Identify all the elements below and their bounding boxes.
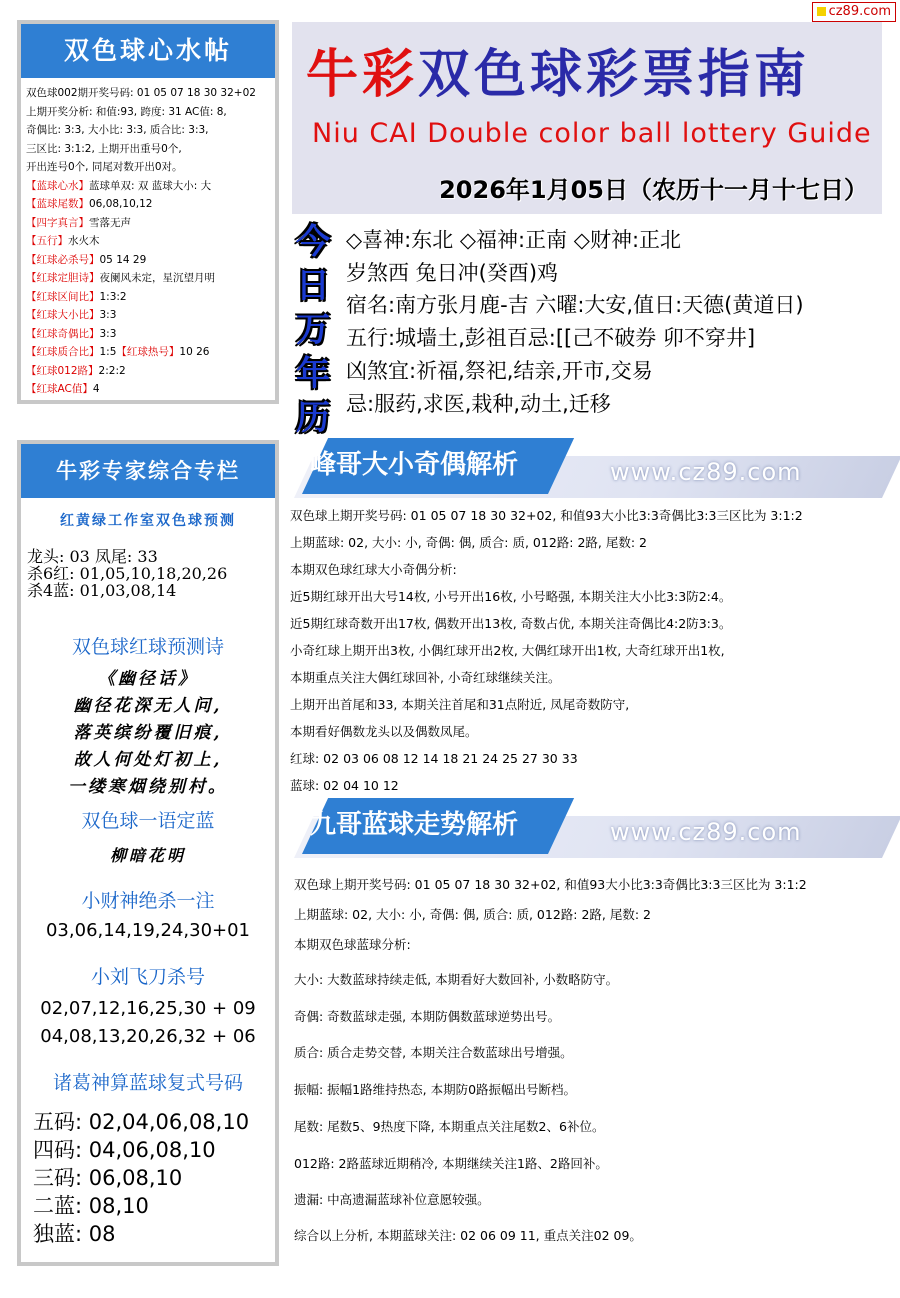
poem-line: 故人何处灯初上, [73,750,223,770]
tip-value: 2:2:2 [98,364,126,377]
zhuge-heading: 诸葛神算蓝球复式号码 [52,1072,243,1094]
poem-line: 一缕寒烟绕别村。 [68,777,228,797]
zhuge-line: 四码: 04,06,08,10 [33,1138,216,1162]
tip-value: 1:3:2 [99,290,127,303]
tip-value: 3:3 [99,309,117,321]
zhuge-line: 五码: 02,04,06,08,10 [33,1110,250,1134]
tip-item [26,177,276,196]
zhuge-line: 独蓝: 08 [33,1222,116,1246]
section1-line: 本期双色球红球大小奇偶分析: [290,562,457,577]
feidao-line: 04,08,13,20,26,32 + 06 [40,1026,256,1047]
section2-summary: 综合以上分析, 本期蓝球关注: 02 06 09 11, 重点关注02 09。 [294,1228,642,1243]
section1-line: 双色球上期开奖号码: 01 05 07 18 30 32+02, 和值93大小比3:3奇偶比3:3三区比为 3:1:2 [290,508,803,523]
prediction-line: 杀6红: 01,05,10,18,20,26 [27,564,228,583]
tip-value: 雪落无声 [89,216,131,229]
section1-title: 峰哥大小奇偶解析 [310,450,519,480]
feidao-line: 02,07,12,16,25,30 + 09 [40,998,256,1019]
section1-line: 上期开出首尾和33, 本期关注首尾和31点附近, 凤尾奇数防守, [290,697,630,712]
tip-value: 蓝球单双: 双 蓝球大小: 大 [89,179,212,192]
section1-header [294,438,882,504]
tip-tag: 【红球定胆诗】 [26,272,100,284]
draw-summary-line: 开出连号0个, 同尾对数开出0对。 [26,161,183,173]
zhuge-line: 二蓝: 08,10 [33,1194,149,1218]
section2-line: 上期蓝球: 02, 大小: 小, 奇偶: 偶, 质合: 质, 012路: 2路, 尾数: 2 [294,907,652,922]
almanac-title-char: 今 [296,222,330,262]
section2-line: 尾数: 尾数5、9热度下降, 本期重点关注尾数2、6补位。 [294,1119,605,1134]
tip-tag: 【蓝球尾数】 [26,198,89,210]
section1-line: 小奇红球上期开出3枚, 小偶红球开出2枚, 大偶红球开出1枚, 大奇红球开出1枚, [290,643,725,658]
tip-tag: 【红球质合比】 [26,346,100,358]
section1-red-balls: 红球: 02 03 06 08 12 14 18 21 24 25 27 30 33 [290,751,578,766]
caishen-heading: 小财神绝杀一注 [81,890,215,912]
section2-line: 奇偶: 奇数蓝球走强, 本期防偶数蓝球逆势出号。 [294,1009,561,1024]
logo-square-icon [817,7,826,16]
tip-tag: 【四字真言】 [26,216,89,229]
draw-summary-line: 奇偶比: 3:3, 大小比: 3:3, 质合比: 3:3, [26,124,209,136]
tip-item [26,362,276,381]
header-banner [292,22,882,214]
section2-line: 质合: 质合走势交替, 本期关注合数蓝球出号增强。 [294,1045,573,1060]
almanac-lines [346,224,804,420]
tip-value: 10 26 [179,346,210,358]
tip-tag: 【红球AC值】 [26,383,93,395]
section2-line: 大小: 大数蓝球持续走低, 本期看好大数回补, 小数略防守。 [294,972,619,987]
tip-item [26,195,276,214]
one-word-value: 柳暗花明 [109,846,186,865]
tip-tag: 【红球热号】 [116,346,180,358]
tip-value: 05 14 29 [99,253,147,266]
section1-line: 近5期红球奇数开出17枚, 偶数开出13枚, 奇数占优, 本期关注奇偶比4:2防3:3。 [290,616,732,631]
tip-item [26,269,276,288]
tip-item [26,288,276,307]
section1-blue-balls: 蓝球: 02 04 10 12 [290,778,399,793]
section2-url[interactable]: www.cz89.com [610,818,802,846]
section1-line: 本期看好偶数龙头以及偶数凤尾。 [290,724,478,739]
tip-tag: 【红球奇偶比】 [26,327,100,340]
tip-tag: 【蓝球心水】 [26,179,89,192]
section1-url[interactable]: www.cz89.com [610,458,802,486]
almanac-line: 宿名:南方张月鹿-吉 六曜:大安,值日:天德(黄道日) [346,293,804,318]
tip-item [26,306,276,325]
section1-line: 近5期红球开出大号14枚, 小号开出16枚, 小号略强, 本期关注大小比3:3防2:4。 [290,589,732,604]
draw-summary-line: 上期开奖分析: 和值:93, 跨度: 31 AC值: 8, [26,105,227,118]
section1-line: 上期蓝球: 02, 大小: 小, 奇偶: 偶, 质合: 质, 012路: 2路, 尾数: 2 [290,535,648,550]
xinshui-panel-title: 双色球心水帖 [21,24,275,78]
tip-tag: 【五行】 [26,235,68,247]
section2-line: 遗漏: 中高遗漏蓝球补位意愿较强。 [294,1192,490,1207]
tip-item [26,251,276,270]
tip-value: 3:3 [99,327,117,340]
section2-header [294,798,882,864]
banner-title [306,32,876,110]
prediction-line: 龙头: 03 凤尾: 33 [27,547,158,566]
tip-tag: 【红球必杀号】 [26,253,100,266]
section2-title: 九哥蓝球走势解析 [310,810,519,840]
site-badge[interactable] [812,2,896,22]
almanac-title-char: 日 [296,266,330,306]
poem-heading: 双色球红球预测诗 [71,636,224,658]
studio-heading: 红黄绿工作室双色球预测 [60,513,236,529]
almanac-vertical-title [290,220,336,440]
poem-title: 《幽径话》 [98,669,198,689]
site-badge-text: cz89.com [828,4,891,19]
expert-column-panel [17,440,279,1266]
tip-item [26,380,276,399]
tip-item [26,232,276,251]
almanac-line: ◇喜神:东北 ◇福神:正南 ◇财神:正北 [346,228,682,252]
one-word-heading: 双色球一语定蓝 [81,810,215,832]
draw-summary-line: 双色球002期开奖号码: 01 05 07 18 30 32+02 [26,87,256,99]
almanac-title-char: 年 [296,354,330,394]
tip-value: 水火木 [68,235,100,247]
tip-tag: 【红球大小比】 [26,309,100,321]
section2-line: 双色球上期开奖号码: 01 05 07 18 30 32+02, 和值93大小比3:3奇偶比3:3三区比为 3:1:2 [294,877,807,892]
almanac-line: 忌:服药,求医,栽种,动土,迁移 [346,391,611,416]
section2-line: 012路: 2路蓝球近期稍冷, 本期继续关注1路、2路回补。 [294,1156,608,1171]
poem-line: 落英缤纷覆旧痕, [73,723,223,743]
feidao-heading: 小刘飞刀杀号 [90,966,205,988]
section2-line: 振幅: 振幅1路维持热态, 本期防0路振幅出号断档。 [294,1082,577,1097]
tip-value: 06,08,10,12 [89,198,153,210]
almanac-line: 岁煞西 兔日冲(癸酉)鸡 [346,260,559,285]
xinshui-panel-body [26,84,276,399]
poem-line: 幽径花深无人问, [73,696,223,716]
almanac-title-char: 历 [296,398,330,438]
banner-title-blue: 双色球彩票指南 [418,44,811,105]
expert-column-title: 牛彩专家综合专栏 [21,444,275,498]
tip-tag: 【红球012路】 [26,364,99,377]
tip-value: 夜阑风未定，星沉望月明 [99,272,215,284]
zhuge-line: 三码: 06,08,10 [33,1166,183,1190]
tip-tag: 【红球区间比】 [26,290,100,303]
banner-english-title: Niu CAI Double color ball lottery Guide [312,118,872,149]
draw-summary-line: 三区比: 3:1:2, 上期开出重号0个, [26,142,182,155]
almanac-line: 凶煞宜:祈福,祭祀,结亲,开市,交易 [346,358,653,383]
xinshui-panel [17,20,279,404]
tip-value: 4 [92,383,100,395]
tip-item [26,343,276,362]
tip-item [26,325,276,344]
tip-item [26,214,276,233]
section1-line: 本期重点关注大偶红球回补, 小奇红球继续关注。 [290,670,561,685]
prediction-line: 杀4蓝: 01,03,08,14 [27,581,177,600]
almanac-title-char: 万 [296,310,330,350]
caishen-numbers: 03,06,14,19,24,30+01 [45,920,251,941]
section2-line: 本期双色球蓝球分析: [294,937,411,952]
almanac-line: 五行:城墙土,彭祖百忌:[[己不破券 卯不穿井] [346,326,756,351]
banner-date: 2026年1月05日（农历十一月十七日） [439,176,868,204]
banner-title-red: 牛彩 [306,44,419,105]
tip-value: 1:5 [99,346,117,358]
